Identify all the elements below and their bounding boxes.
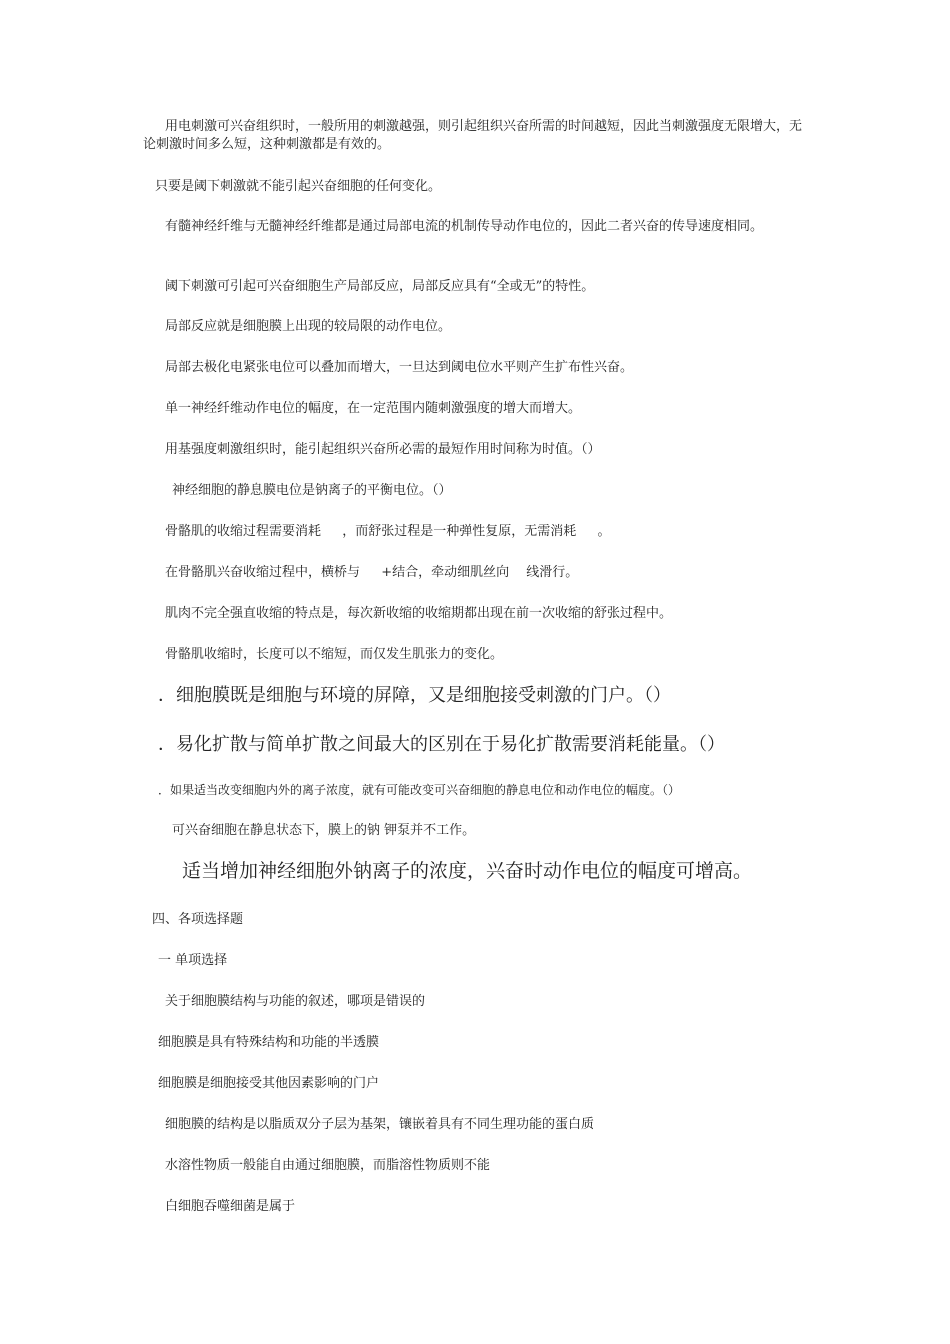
question-1-option-d: 水溶性物质一般能自由通过细胞膜，而脂溶性物质则不能 [165, 1158, 491, 1173]
paragraph-7: 单一神经纤维动作电位的幅度，在一定范围内随刺激强度的增大而增大。 [165, 401, 582, 416]
subsection-title: 一 单项选择 [158, 953, 228, 968]
paragraph-4: 阈下刺激可引起可兴奋细胞生产局部反应，局部反应具有“全或无”的特性。 [165, 279, 595, 294]
paragraph-16: ．如果适当改变细胞内外的离子浓度，就有可能改变可兴奋细胞的静息电位和动作电位的幅度。（） [158, 783, 681, 797]
paragraph-18: 适当增加神经细胞外钠离子的浓度，兴奋时动作电位的幅度可增高。 [182, 860, 753, 882]
paragraph-13: 骨骼肌收缩时，长度可以不缩短，而仅发生肌张力的变化。 [165, 647, 504, 662]
question-2: 白细胞吞噬细菌是属于 [165, 1199, 296, 1214]
question-1: 关于细胞膜结构与功能的叙述，哪项是错误的 [165, 994, 426, 1009]
paragraph-1: 用电刺激可兴奋组织时，一般所用的刺激越强，则引起组织兴奋所需的时间越短，因此当刺激强度无限增大，无论刺激时间多么短，这种刺激都是有效的。 [143, 119, 803, 152]
paragraph-8: 用基强度刺激组织时，能引起组织兴奋所必需的最短作用时间称为时值。（） [165, 442, 601, 457]
question-1-option-a: 细胞膜是具有特殊结构和功能的半透膜 [158, 1035, 380, 1050]
paragraph-2: 只要是阈下刺激就不能引起兴奋细胞的任何变化。 [155, 179, 442, 194]
section-title: 四、各项选择题 [152, 912, 244, 927]
paragraph-3: 有髓神经纤维与无髓神经纤维都是通过局部电流的机制传导动作电位的，因此二者兴奋的传导速度相同。 [165, 219, 764, 234]
paragraph-12: 肌肉不完全强直收缩的特点是，每次新收缩的收缩期都出现在前一次收缩的舒张过程中。 [165, 606, 673, 621]
paragraph-10: 骨骼肌的收缩过程需要消耗 ，而舒张过程是一种弹性复原，无需消耗 。 [165, 524, 611, 539]
paragraph-15: ．易化扩散与简单扩散之间最大的区别在于易化扩散需要消耗能量。（） [158, 734, 725, 755]
question-1-option-c: 细胞膜的结构是以脂质双分子层为基架，镶嵌着具有不同生理功能的蛋白质 [165, 1117, 595, 1132]
paragraph-6: 局部去极化电紧张电位可以叠加而增大，一旦达到阈电位水平则产生扩布性兴奋。 [165, 360, 634, 375]
paragraph-9: 神经细胞的静息膜电位是钠离子的平衡电位。（） [172, 483, 452, 498]
question-1-option-b: 细胞膜是细胞接受其他因素影响的门户 [158, 1076, 380, 1091]
paragraph-14: ．细胞膜既是细胞与环境的屏障，又是细胞接受刺激的门户。（） [158, 685, 671, 706]
paragraph-5: 局部反应就是细胞膜上出现的较局限的动作电位。 [165, 319, 452, 334]
paragraph-11: 在骨骼肌兴奋收缩过程中，横桥与 +结合，牵动细肌丝向 线滑行。 [165, 565, 579, 580]
paragraph-17: 可兴奋细胞在静息状态下，膜上的钠 钾泵并不工作。 [172, 823, 476, 838]
